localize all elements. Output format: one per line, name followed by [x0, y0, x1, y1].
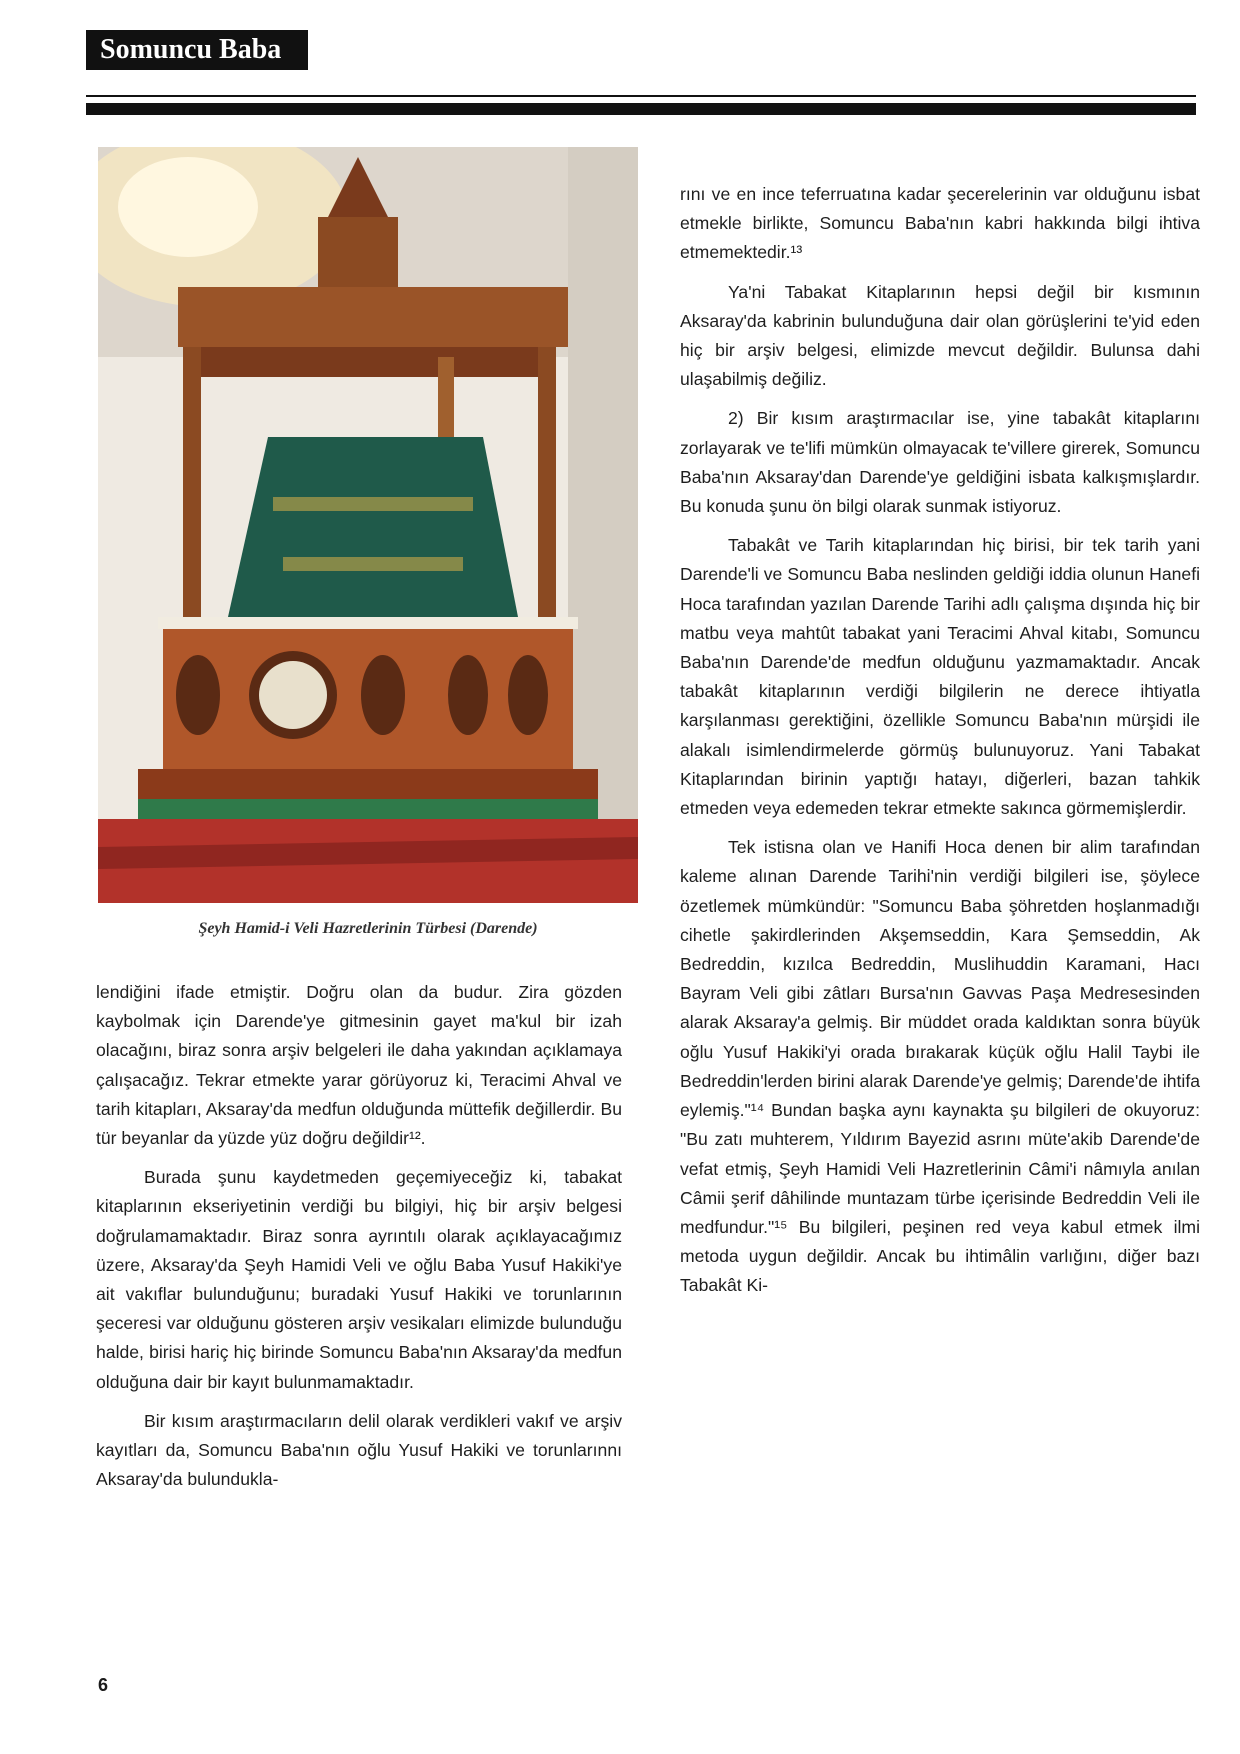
right-paragraph-3: 2) Bir kısım araştırmacılar ise, yine tabakât kitaplarını zorlayarak ve te'lifi mümkün olmayacak te'villere girerek, Somuncu Baba'nın Aksaray'dan Darende'ye geldiğini isbata kalkışmışlardır. Bu konuda şunu ön bilgi olarak sunmak istiyoruz.	[680, 408, 1200, 517]
tomb-illustration	[98, 147, 638, 903]
left-paragraph-3: Bir kısım araştırmacıların delil olarak verdikleri vakıf ve arşiv kayıtları da, Somuncu Baba'nın oğlu Yusuf Hakiki ve torunlarınnı Aksaray'da bulundukla-	[96, 1410, 622, 1490]
left-column	[96, 978, 622, 1504]
right-column	[680, 180, 1200, 1311]
left-paragraph-2: Burada şunu kaydetmeden geçemiyeceğiz ki, tabakat kitaplarının ekseriyetinin verdiği bu bilgiyi, hiç bir arşiv belgesi doğrulamamaktadır. Biraz sonra ayrıntılı olarak açıklayacağımız üzere, Aksaray'da Şeyh Hamidi Veli ve oğlu Baba Yusuf Hakiki'ye ait vakıflar bulunduğunu; buradaki Yusuf Hakiki ve torunlarının şeceresi var olduğunu gösteren arşiv vesikaları elimizde bulunduğu halde, birisi hariç hiç birinde Somuncu Baba'nın Aksaray'da medfun olduğuna dair bir kayıt bulunmamaktadır.	[96, 1167, 622, 1392]
right-paragraph-2: Ya'ni Tabakat Kitaplarının hepsi değil bir kısmının Aksaray'da kabrinin bulunduğuna dair olan görüşlerini te'yid eden hiç bir arşiv belgesi, elimizde mevcut değildir. Bulunsa dahi ulaşabilmiş değiliz.	[680, 281, 1200, 390]
tomb-photo	[98, 147, 638, 903]
figure-caption: Şeyh Hamid-i Veli Hazretlerinin Türbesi (Darende)	[198, 920, 538, 937]
right-paragraph-4: Tabakât ve Tarih kitaplarından hiç birisi, bir tek tarih yani Darende'li ve Somuncu Baba neslinden geldiği iddia olunun Hanefi Hoca tarafından yazılan Darende Tarihi adlı çalışma dışında hiç bir matbu veya mahtût tabakat yani Teracimi Ahval kitabı, Somuncu Baba'nın Darende'de medfun olduğunu yazmamaktadır. Ancak tabakât kitaplarının verdiği bilgilerin ne derece ihtiyatla karşılanması gerektiğini, özellikle Somuncu Baba'nın mürşidi ile alakalı isimlendirmelerde görmüş bulunuyoruz. Yani Tabakat Kitaplarından birinin yaptığı hatayı, diğerleri, bazan tahkik etmeden veya edemeden tekrar etmekte sakınca görmemişlerdir.	[680, 535, 1200, 819]
right-paragraph-5: Tek istisna olan ve Hanifi Hoca denen bir alim tarafından kaleme alınan Darende Tarihi'nin verdiği bilgileri ise, şöylece özetlemek mümkündür: "Somuncu Baba şöhretden hoşlanmadığı cihetle şakirdlerinden Akşemseddin, Kara Şemseddin, Ak Bedreddin, kızılca Bedreddin, Muslihuddin Karamani, Hacı Bayram Veli gibi zâtları Bursa'nın Gavvas Paşa Medresesinden alarak Aksaray'a gelmiş. Bir müddet orada kaldıktan sonra büyük oğlu Yusuf Hakiki'yi orada bırakarak küçük oğlu Halil Taybi ile Bedreddin'lerden birini alarak Darende'ye gelmiş; Darende'de ihtifa eylemiş."¹⁴ Bundan başka aynı kaynakta şu bilgileri de okuyoruz: "Bu zatı muhterem, Yıldırım Bayezid asrını müte'akib Darende'de vefat etmiş, Şeyh Hamidi Veli Hazretlerinin Câmi'i nâmıyla anılan Câmii şerif dâhilinde muntazam türbe içerisinde Bedreddin Veli ile medfundur."¹⁵ Bu bilgileri, peşinen red veya kabul etmek ilmi metoda uygun değildir. Ancak bu ihtimâlin varlığını, diğer bazı Tabakât Ki-	[680, 837, 1200, 1296]
page-number: 6	[98, 1675, 109, 1695]
right-paragraph-1: rını ve en ince teferruatına kadar şecerelerinin var olduğunu isbat etmekle birlikte, Somuncu Baba'nın kabri hakkında bilgi ihtiva etmemektedir.¹³	[680, 184, 1200, 263]
left-paragraph-1: lendiğini ifade etmiştir. Doğru olan da budur. Zira gözden kaybolmak için Darende'ye gitmesinin gayet ma'kul bir izah olacağını, biraz sonra arşiv belgeleri ile daha yakından açıklamaya çalışacağız. Tekrar etmekte yarar görüyoruz ki, Teracimi Ahval ve tarih kitapları, Aksaray'da medfun olduğunda müttefik değillerdir. Bu tür beyanlar da yüzde yüz doğru değildir¹².	[96, 982, 622, 1149]
section-title: Somuncu Baba	[86, 30, 308, 70]
header-rule-thin	[86, 95, 1196, 97]
header-rule-thick	[86, 103, 1196, 115]
